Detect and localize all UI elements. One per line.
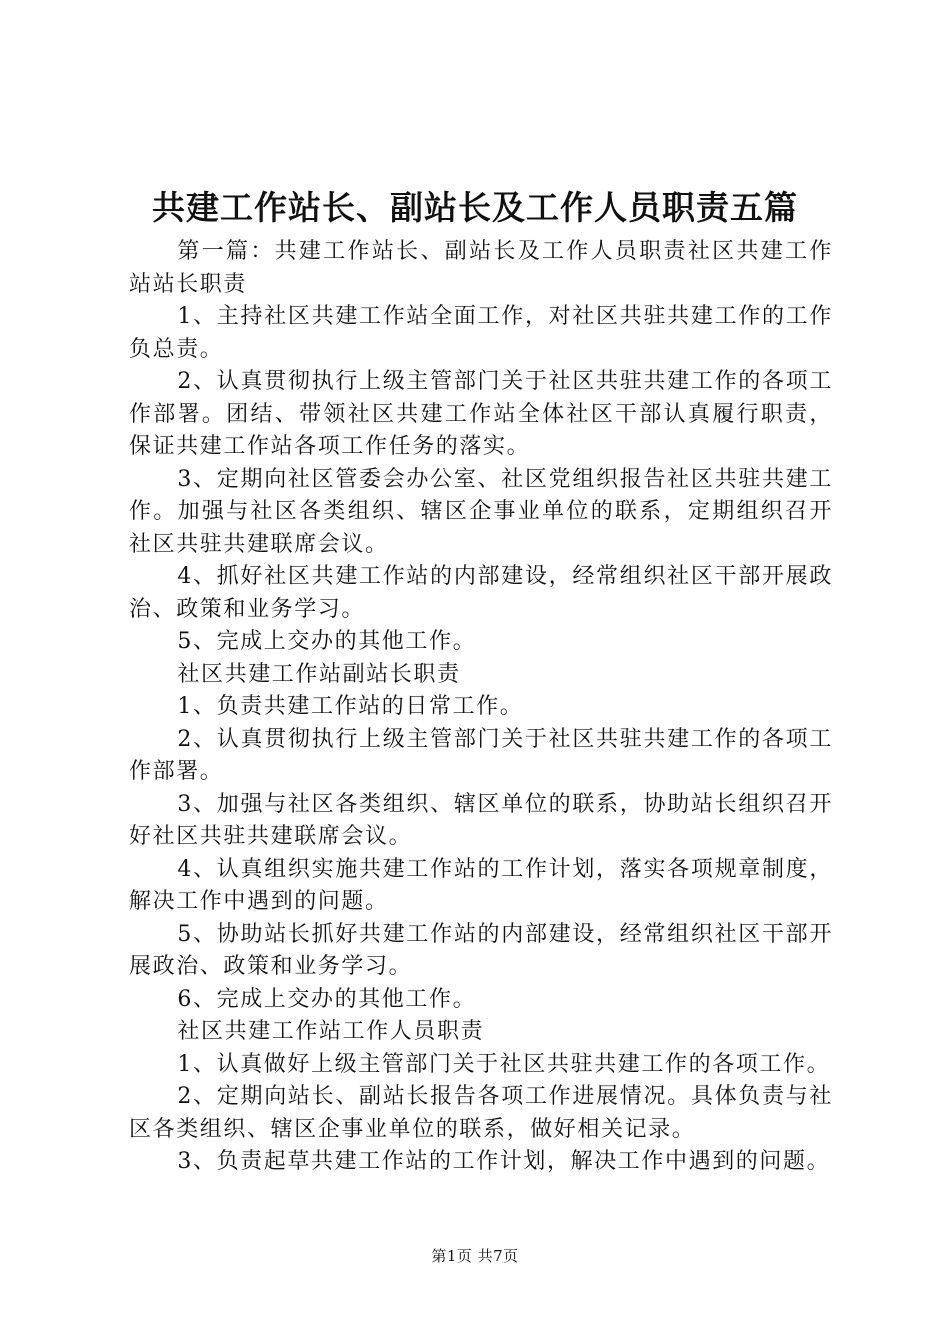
paragraph: 2、认真贯彻执行上级主管部门关于社区共驻共建工作的各项工作部署。 [129,726,833,784]
paragraph: 5、协助站长抓好共建工作站的内部建设，经常组织社区干部开展政治、政策和业务学习。 [129,921,833,979]
paragraph: 2、定期向站长、副站长报告各项工作进展情况。具体负责与社区各类组织、辖区企事业单位的联系，做好相关记录。 [129,1084,833,1142]
paragraph: 5、完成上交办的其他工作。 [177,629,477,654]
paragraph: 3、加强与社区各类组织、辖区单位的联系，协助站长组织召开好社区共驻共建联席会议。 [129,791,833,849]
section-heading: 社区共建工作站工作人员职责 [177,1019,485,1044]
paragraph: 1、负责共建工作站的日常工作。 [177,694,524,719]
section-heading: 社区共建工作站副站长职责 [177,661,461,687]
document-body [129,236,833,1179]
paragraph: 1、认真做好上级主管部门关于社区共驻共建工作的各项工作。 [177,1051,831,1077]
paragraph: 6、完成上交办的其他工作。 [177,986,477,1012]
page-footer: 第1页 共7页 [431,1247,519,1265]
paragraph: 2、认真贯彻执行上级主管部门关于社区共驻共建工作的各项工作部署。团结、带领社区共建工作站全体社区干部认真履行职责，保证共建工作站各项工作任务的落实。 [129,369,833,459]
paragraph: 3、定期向社区管委会办公室、社区党组织报告社区共驻共建工作。加强与社区各类组织、辖区企事业单位的联系，定期组织召开社区共驻共建联席会议。 [129,466,833,557]
document-title: 共建工作站长、副站长及工作人员职责五篇 [152,188,798,227]
paragraph: 4、抓好社区共建工作站的内部建设，经常组织社区干部开展政治、政策和业务学习。 [129,564,833,622]
paragraph: 4、认真组织实施共建工作站的工作计划，落实各项规章制度，解决工作中遇到的问题。 [129,856,833,914]
paragraph: 3、负责起草共建工作站的工作计划，解决工作中遇到的问题。 [177,1149,831,1174]
paragraph: 1、主持社区共建工作站全面工作，对社区共驻共建工作的工作负总责。 [129,304,833,362]
paragraph: 第一篇：共建工作站长、副站长及工作人员职责社区共建工作站站长职责 [129,239,833,297]
